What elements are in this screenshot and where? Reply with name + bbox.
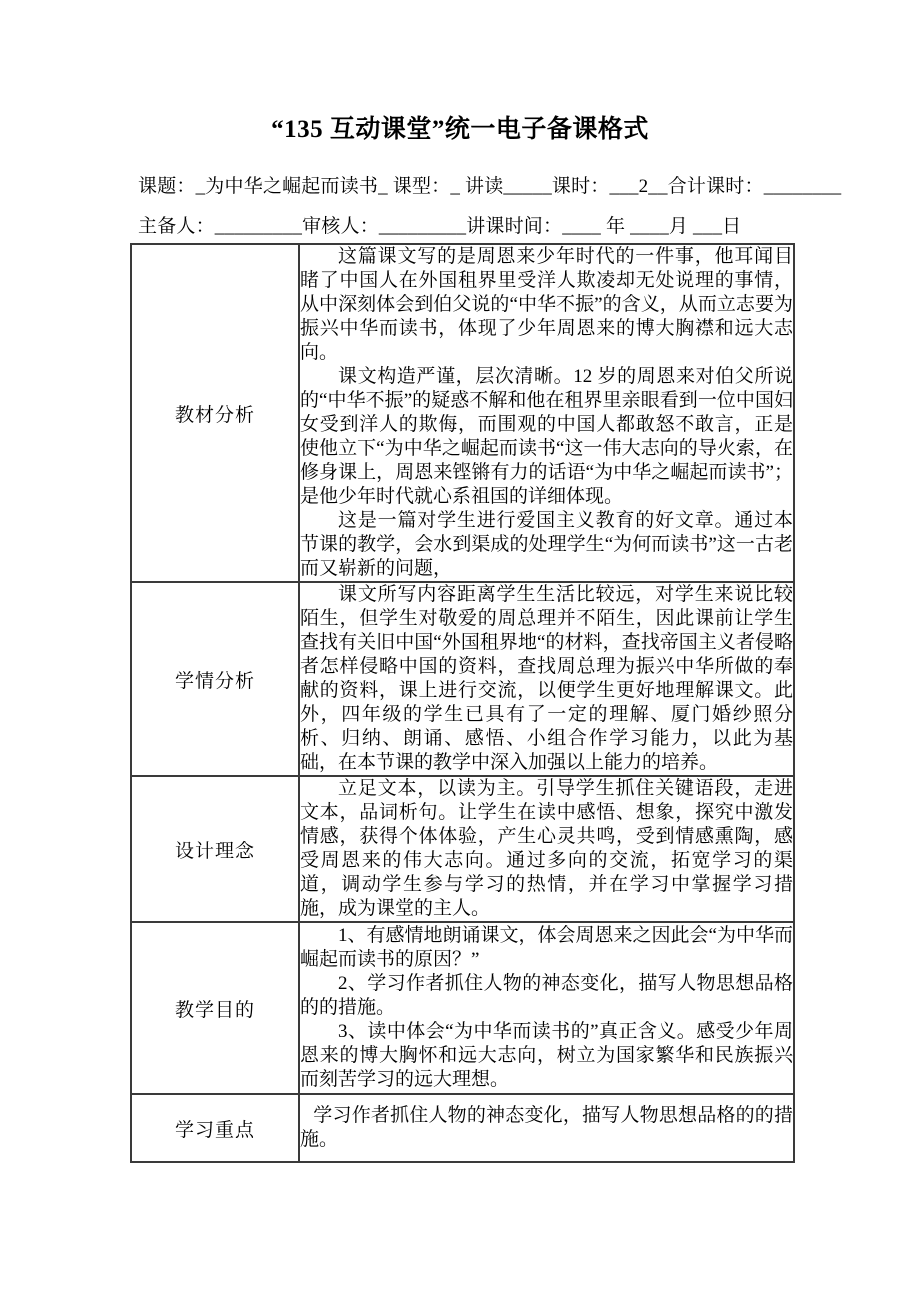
- row-content-teaching-objectives: [299, 922, 794, 1094]
- paragraph: 课文所写内容距离学生生活比较远，对学生来说比较陌生，但学生对敬爱的周总理并不陌生，因此课前让学生查找有关旧中国“外国租界地“的材料，查找帝国主义者侵略者怎样侵略中国的资料，查找周总理为振兴中华所做的奉献的资料，课上进行交流，以便学生更好地理解课文。此外，四年级的学生已具有了一定的理解、厦门婚纱照分析、归纳、朗诵、感悟、小组合作学习能力，以此为基础，在本节课的教学中深入加强以上能力的培养。: [300, 584, 793, 773]
- row-content-material-analysis: [299, 244, 794, 582]
- row-label-material-analysis: 教材分析: [131, 244, 299, 582]
- row-label-teaching-objectives: 教学目的: [131, 922, 299, 1094]
- paragraph: 这篇课文写的是周恩来少年时代的一件事，他耳闻目睹了中国人在外国租界里受洋人欺凌却无处说理的事情，从中深刻体会到伯父说的“中华不振”的含义，从而立志要为振兴中华而读书，体现了少年周恩来的博大胸襟和远大志向。: [300, 246, 793, 363]
- lesson-plan-table-body: [131, 244, 794, 1162]
- paragraph: 学习作者抓住人物的神态变化，描写人物思想品格的的措施。: [300, 1105, 793, 1150]
- paragraph: 1、有感情地朗诵课文，体会周恩来之因此会“为中华而崛起而读书的原因？”: [300, 925, 793, 970]
- row-learning-focus: [131, 1094, 794, 1162]
- row-content-learner-analysis: [299, 582, 794, 776]
- lesson-plan-table: [130, 243, 795, 1163]
- course-meta-line-2: 主备人：_________审核人：_________讲课时间：____ 年 ____月 ___日: [138, 216, 742, 237]
- row-content-learning-focus: [299, 1094, 794, 1162]
- row-label-learner-analysis: 学情分析: [131, 582, 299, 776]
- row-label-design-concept: 设计理念: [131, 776, 299, 922]
- row-learner-analysis: [131, 582, 794, 776]
- document-title: “135 互动课堂”统一电子备课格式: [271, 116, 649, 143]
- course-meta-line-1: 课题：_为中华之崛起而读书_ 课型：_ 讲读_____课时：___2__合计课时：________: [138, 176, 842, 197]
- row-teaching-objectives: [131, 922, 794, 1094]
- row-content-design-concept: [299, 776, 794, 922]
- row-material-analysis: [131, 244, 794, 582]
- paragraph: 课文构造严谨，层次清晰。12 岁的周恩来对伯父所说的“中华不振”的疑惑不解和他在租界里亲眼看到一位中国妇女受到洋人的欺侮，而围观的中国人都敢怒不敢言，正是使他立下“为中华之崛起而读书“这一伟大志向的导火索，在修身课上，周恩来铿锵有力的话语“为中华之崛起而读书”；是他少年时代就心系祖国的详细体现。: [300, 366, 793, 507]
- paragraph: 3、读中体会“为中华而读书的”真正含义。感受少年周恩来的博大胸怀和远大志向，树立为国家繁华和民族振兴而刻苦学习的远大理想。: [300, 1021, 793, 1090]
- paragraph: 这是一篇对学生进行爱国主义教育的好文章。通过本节课的教学，会水到渠成的处理学生“为何而读书”这一古老而又崭新的问题，: [300, 510, 793, 579]
- paragraph: 2、学习作者抓住人物的神态变化，描写人物思想品格的的措施。: [300, 973, 793, 1018]
- paragraph: 立足文本，以读为主。引导学生抓住关键语段，走进文本，品词析句。让学生在读中感悟、想象，探究中激发情感，获得个体体验，产生心灵共鸣，受到情感熏陶，感受周恩来的伟大志向。通过多向的交流，拓宽学习的渠道，调动学生参与学习的热情，并在学习中掌握学习措施，成为课堂的主人。: [300, 778, 793, 919]
- row-design-concept: [131, 776, 794, 922]
- row-label-learning-focus: 学习重点: [131, 1094, 299, 1162]
